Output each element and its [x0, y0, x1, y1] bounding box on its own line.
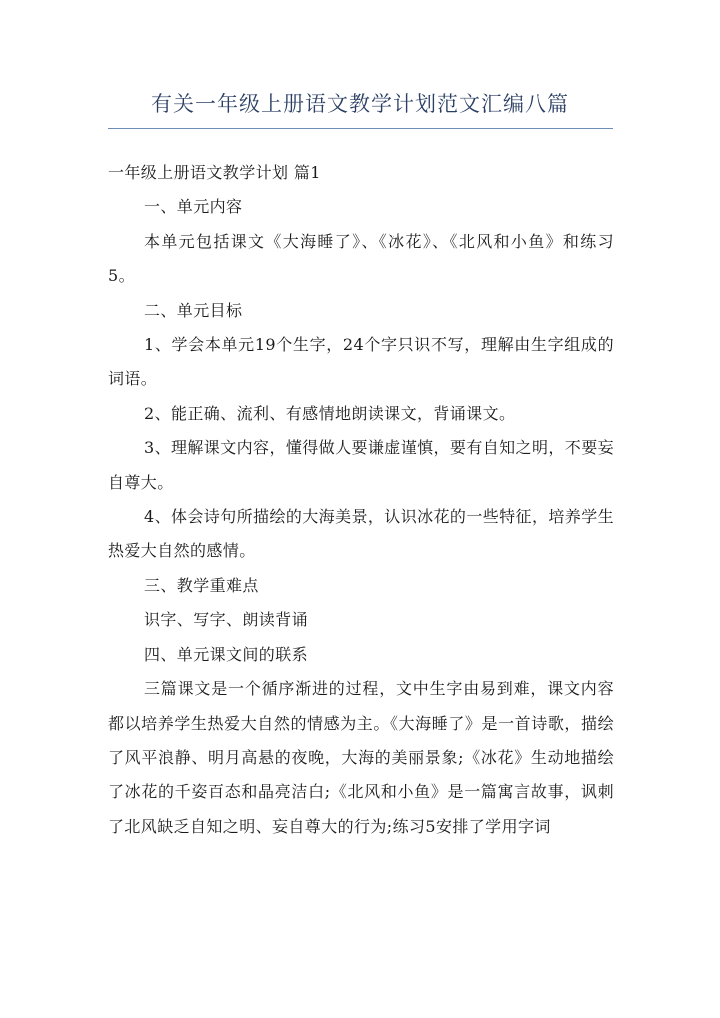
document-body	[108, 156, 614, 844]
section-title: 一年级上册语文教学计划 篇1	[108, 163, 321, 182]
heading-unit-content: 一、单元内容	[144, 197, 243, 217]
title-divider	[108, 128, 613, 129]
heading-unit-goals: 二、单元目标	[144, 300, 243, 320]
paragraph: 2、能正确、流利、有感情地朗读课文，背诵课文。	[144, 403, 516, 423]
document-title: 有关一年级上册语文教学计划范文汇编八篇	[151, 92, 569, 116]
paragraph: 识字、写字、朗读背诵	[144, 610, 309, 630]
paragraph: 4、体会诗句所描绘的大海美景，认识冰花的一些特征，培养学生热爱大自然的感情。	[108, 507, 614, 561]
heading-key-points: 三、教学重难点	[144, 575, 259, 595]
heading-connections: 四、单元课文间的联系	[144, 644, 309, 664]
paragraph: 本单元包括课文《大海睡了》、《冰花》、《北风和小鱼》和练习5。	[108, 231, 614, 286]
paragraph: 1、学会本单元19个生字，24个字只识不写，理解由生字组成的词语。	[108, 335, 614, 389]
paragraph: 3、理解课文内容，懂得做人要谦虚谨慎，要有自知之明，不要妄自尊大。	[108, 438, 614, 492]
paragraph: 三篇课文是一个循序渐进的过程，文中生字由易到难，课文内容都以培养学生热爱大自然的情感为主。《大海睡了》是一首诗歌，描绘了风平浪静、明月高悬的夜晚，大海的美丽景象;《冰花》生动地描绘了冰花的千姿百态和晶亮洁白;《北风和小鱼》是一篇寓言故事，讽刺了北风缺乏自知之明、妄自尊大的行为;练习5安排了学用字词	[108, 679, 614, 836]
